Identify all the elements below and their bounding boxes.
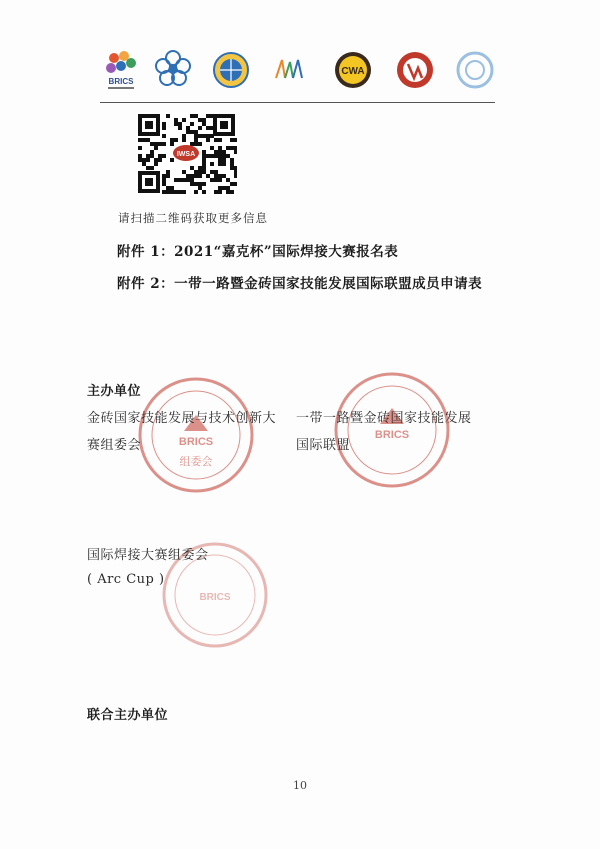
brics-skills-logo (100, 48, 142, 94)
qr-center-label: IWSA (176, 151, 196, 158)
qr-module (154, 158, 158, 162)
qr-module (222, 162, 226, 166)
qr-module (226, 146, 230, 150)
qr-module (202, 134, 206, 138)
qr-module (222, 154, 226, 158)
qr-module (218, 158, 222, 162)
qr-module (194, 170, 198, 174)
qr-module (202, 122, 206, 126)
qr-module (174, 138, 178, 142)
seal-1-center-text: BRICS (178, 436, 214, 448)
qr-module (230, 166, 234, 170)
qr-module (190, 178, 194, 182)
qr-module (222, 158, 226, 162)
qr-module (198, 174, 202, 178)
qr-module (202, 150, 206, 154)
seal-2-center-text: BRICS (374, 429, 410, 441)
qr-module (230, 182, 234, 186)
qr-code (136, 112, 237, 195)
qr-module (230, 138, 234, 142)
attachment-1-title: 附件 1：2021“嘉克杯”国际焊接大赛报名表 (117, 244, 399, 260)
qr-module (146, 138, 150, 142)
qr-module (162, 134, 166, 138)
cwa-logo (332, 48, 374, 94)
qr-module (198, 182, 202, 186)
ribbon-logo (268, 48, 310, 94)
qr-module (142, 158, 146, 162)
qr-module (198, 142, 202, 146)
qr-module (142, 138, 146, 142)
brics-logo-text: BRICS (108, 77, 134, 86)
qr-module (146, 158, 150, 162)
qr-module (186, 174, 190, 178)
qr-module (178, 178, 182, 182)
qr-module (202, 190, 206, 194)
qr-module (182, 134, 186, 138)
qr-module (150, 166, 154, 170)
qr-module (222, 174, 226, 178)
official-seal-2 (330, 370, 455, 490)
qr-module (210, 170, 214, 174)
qr-module (178, 122, 182, 126)
qr-module (214, 190, 218, 194)
qr-module (194, 114, 198, 118)
qr-module (186, 130, 190, 134)
qr-module (214, 150, 218, 154)
qr-module (202, 182, 206, 186)
qr-module (206, 154, 210, 158)
page-number: 10 (293, 779, 307, 792)
qr-module (210, 154, 214, 158)
qr-module (218, 178, 222, 182)
qr-module (210, 178, 214, 182)
qr-module (194, 130, 198, 134)
qr-module (142, 162, 146, 166)
qr-module (226, 154, 230, 158)
qr-module (234, 146, 237, 150)
qr-module (222, 186, 226, 190)
qr-module (214, 178, 218, 182)
qr-module (178, 126, 182, 130)
qr-module (174, 118, 178, 122)
qr-module (166, 190, 170, 194)
qr-module (146, 166, 150, 170)
qr-module (158, 154, 162, 158)
qr-module (202, 154, 206, 158)
qr-module (154, 146, 158, 150)
qr-module (166, 114, 170, 118)
qr-module (206, 138, 210, 142)
organizer-2-name-line1: 一带一路暨金砖国家技能发展 (296, 411, 472, 426)
qr-module (174, 190, 178, 194)
qr-module (214, 138, 218, 142)
qr-module (214, 154, 218, 158)
qr-module (234, 182, 237, 186)
circle-emblem-logo (454, 48, 496, 94)
qr-module (214, 174, 218, 178)
organizer-3-name-line2: ( Arc Cup ) (87, 572, 165, 587)
qr-module (182, 118, 186, 122)
qr-module (198, 166, 202, 170)
qr-module (194, 138, 198, 142)
qr-module (218, 174, 222, 178)
qr-module (162, 142, 166, 146)
qr-module (190, 182, 194, 186)
qr-module (182, 190, 186, 194)
qr-module (162, 182, 166, 186)
qr-module (174, 122, 178, 126)
qr-module (162, 178, 166, 182)
qr-module (210, 162, 214, 166)
qr-module (210, 146, 214, 150)
qr-module (234, 170, 237, 174)
qr-module (234, 138, 237, 142)
qr-module (218, 146, 222, 150)
qr-module (190, 122, 194, 126)
qr-module (198, 126, 202, 130)
qr-module (210, 126, 214, 130)
qr-module (162, 122, 166, 126)
qr-module (206, 174, 210, 178)
co-organizers-heading: 联合主办单位 (87, 708, 169, 723)
qr-module (226, 186, 230, 190)
qr-module (190, 174, 194, 178)
qr-module (150, 150, 154, 154)
qr-module (190, 114, 194, 118)
qr-module (154, 162, 158, 166)
seal-3-center-text: BRICS (199, 592, 231, 603)
qr-module (194, 134, 198, 138)
flower-emblem-logo (152, 48, 194, 94)
scan-qr-caption: 请扫描二维码获取更多信息 (118, 211, 268, 225)
qr-module (218, 162, 222, 166)
qr-module (174, 178, 178, 182)
qr-module (182, 170, 186, 174)
qr-module (170, 142, 174, 146)
qr-module (218, 190, 222, 194)
qr-module (234, 166, 237, 170)
qr-module (150, 142, 154, 146)
qr-module (194, 182, 198, 186)
qr-module (186, 126, 190, 130)
qr-module (206, 126, 210, 130)
qr-module (162, 126, 166, 130)
qr-module (162, 174, 166, 178)
qr-module (138, 154, 142, 158)
qr-module (234, 150, 237, 154)
logo-bar (100, 48, 500, 100)
qr-module (194, 174, 198, 178)
qr-module (190, 142, 194, 146)
qr-module (198, 170, 202, 174)
qr-module (218, 186, 222, 190)
qr-module (162, 190, 166, 194)
iiw-logo (394, 48, 436, 94)
qr-module (222, 150, 226, 154)
qr-module (210, 114, 214, 118)
globe-emblem-logo (210, 48, 252, 94)
qr-module (218, 154, 222, 158)
organizer-1-name-line1: 金砖国家技能发展与技术创新大 (87, 411, 277, 426)
qr-module (150, 154, 154, 158)
qr-module (138, 158, 142, 162)
qr-module (198, 186, 202, 190)
qr-module (198, 134, 202, 138)
qr-module (226, 178, 230, 182)
qr-module (170, 190, 174, 194)
qr-module (218, 138, 222, 142)
qr-module (170, 186, 174, 190)
qr-module (230, 146, 234, 150)
qr-module (190, 166, 194, 170)
qr-module (170, 138, 174, 142)
qr-module (158, 142, 162, 146)
qr-module (202, 170, 206, 174)
qr-module (190, 130, 194, 134)
qr-module (214, 170, 218, 174)
organizer-1-name-line2: 赛组委会 (87, 438, 142, 453)
organizers-heading: 主办单位 (87, 384, 142, 399)
qr-module (202, 166, 206, 170)
header-rule (100, 102, 495, 103)
qr-module (226, 190, 230, 194)
qr-module (182, 178, 186, 182)
qr-module (138, 138, 142, 142)
qr-module (178, 190, 182, 194)
organizer-2-name-line2: 国际联盟 (296, 438, 351, 453)
qr-module (166, 186, 170, 190)
qr-module (182, 138, 186, 142)
qr-module (186, 178, 190, 182)
qr-module (206, 134, 210, 138)
qr-module (202, 162, 206, 166)
qr-module (158, 158, 162, 162)
qr-module (166, 174, 170, 178)
qr-module (202, 158, 206, 162)
qr-module (166, 170, 170, 174)
qr-module (138, 146, 142, 150)
qr-module (230, 190, 234, 194)
qr-module (146, 154, 150, 158)
qr-module (234, 174, 237, 178)
qr-module (154, 142, 158, 146)
attachment-2-title: 附件 2：一带一路暨金砖国家技能发展国际联盟成员申请表 (117, 276, 483, 292)
qr-module (202, 118, 206, 122)
official-seal-1 (136, 375, 256, 495)
organizer-3-name-line1: 国际焊接大赛组委会 (87, 548, 209, 563)
qr-module (230, 158, 234, 162)
cwa-logo-text: CWA (341, 66, 365, 77)
qr-module (230, 162, 234, 166)
qr-module (198, 118, 202, 122)
qr-module (218, 150, 222, 154)
qr-module (170, 158, 174, 162)
seal-1-bottom-text: 组委会 (179, 455, 213, 468)
qr-module (210, 134, 214, 138)
qr-module (194, 142, 198, 146)
qr-module (206, 114, 210, 118)
qr-module (162, 154, 166, 158)
qr-module (194, 190, 198, 194)
